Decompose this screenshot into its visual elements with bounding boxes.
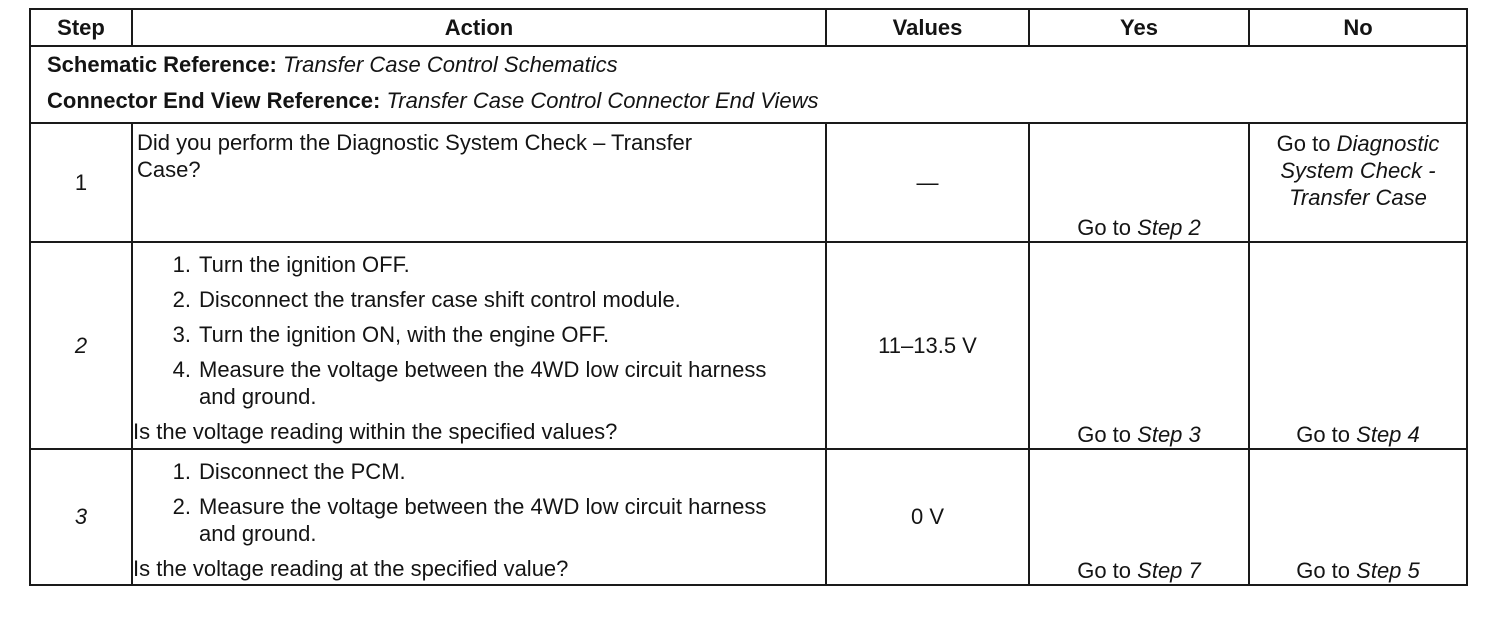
yes-step-link[interactable]: Step 3	[1137, 422, 1201, 447]
action-cell	[132, 449, 826, 585]
no-cell	[1249, 123, 1467, 242]
action-cell	[132, 242, 826, 449]
values-cell: —	[826, 123, 1029, 242]
action-question: Is the voltage reading at the specified value?	[133, 556, 569, 581]
list-item: 1. Turn the ignition OFF.	[172, 252, 410, 277]
header-no: No	[1249, 9, 1467, 46]
no-cell	[1249, 242, 1467, 449]
action-question: Did you perform the Diagnostic System Check – Transfer Case?	[137, 130, 693, 182]
no-target-link[interactable]: Diagnostic System Check - Transfer Case	[1280, 131, 1440, 210]
instruction-list	[133, 251, 825, 410]
reference-cell	[30, 46, 1467, 123]
list-item: 1. Disconnect the PCM.	[172, 459, 406, 484]
no-step-link[interactable]: Step 5	[1356, 558, 1420, 583]
list-item: 3. Turn the ignition ON, with the engine OFF.	[172, 322, 610, 347]
no-cell	[1249, 449, 1467, 585]
step-number: 2	[30, 242, 132, 449]
instruction-list	[133, 458, 825, 547]
schematic-reference-link[interactable]: Transfer Case Control Schematics	[283, 52, 618, 77]
connector-reference-link[interactable]: Transfer Case Control Connector End Views	[386, 88, 819, 113]
table-row	[30, 449, 1467, 585]
no-step-link[interactable]: Step 4	[1356, 422, 1420, 447]
values-cell: 0 V	[826, 449, 1029, 585]
no-prefix: Go to	[1296, 558, 1351, 583]
table-row	[30, 123, 1467, 242]
no-prefix: Go to	[1276, 131, 1331, 156]
action-cell	[132, 123, 826, 242]
yes-cell	[1029, 242, 1249, 449]
diagnostic-table	[29, 8, 1468, 586]
header-row	[30, 9, 1467, 46]
yes-prefix: Go to	[1077, 422, 1132, 447]
step-number: 3	[30, 449, 132, 585]
yes-cell	[1029, 123, 1249, 242]
header-step: Step	[30, 9, 132, 46]
yes-step-link[interactable]: Step 7	[1137, 558, 1201, 583]
yes-step-link[interactable]: Step 2	[1137, 215, 1201, 240]
connector-reference	[31, 83, 1466, 119]
action-question: Is the voltage reading within the specified values?	[133, 419, 618, 444]
values-cell: 11–13.5 V	[826, 242, 1029, 449]
schematic-reference-label: Schematic Reference:	[47, 52, 277, 77]
list-item: 2. Measure the voltage between the 4WD low circuit harness and ground.	[172, 494, 767, 546]
yes-prefix: Go to	[1077, 558, 1132, 583]
reference-row	[30, 46, 1467, 123]
no-prefix: Go to	[1296, 422, 1351, 447]
header-values: Values	[826, 9, 1029, 46]
schematic-reference	[31, 47, 1466, 83]
step-number: 1	[30, 123, 132, 242]
list-item: 2. Disconnect the transfer case shift control module.	[172, 287, 681, 312]
header-action: Action	[132, 9, 826, 46]
list-item: 4. Measure the voltage between the 4WD low circuit harness and ground.	[172, 357, 767, 409]
header-yes: Yes	[1029, 9, 1249, 46]
table-row	[30, 242, 1467, 449]
yes-cell	[1029, 449, 1249, 585]
connector-reference-label: Connector End View Reference:	[47, 88, 381, 113]
yes-prefix: Go to	[1077, 215, 1132, 240]
